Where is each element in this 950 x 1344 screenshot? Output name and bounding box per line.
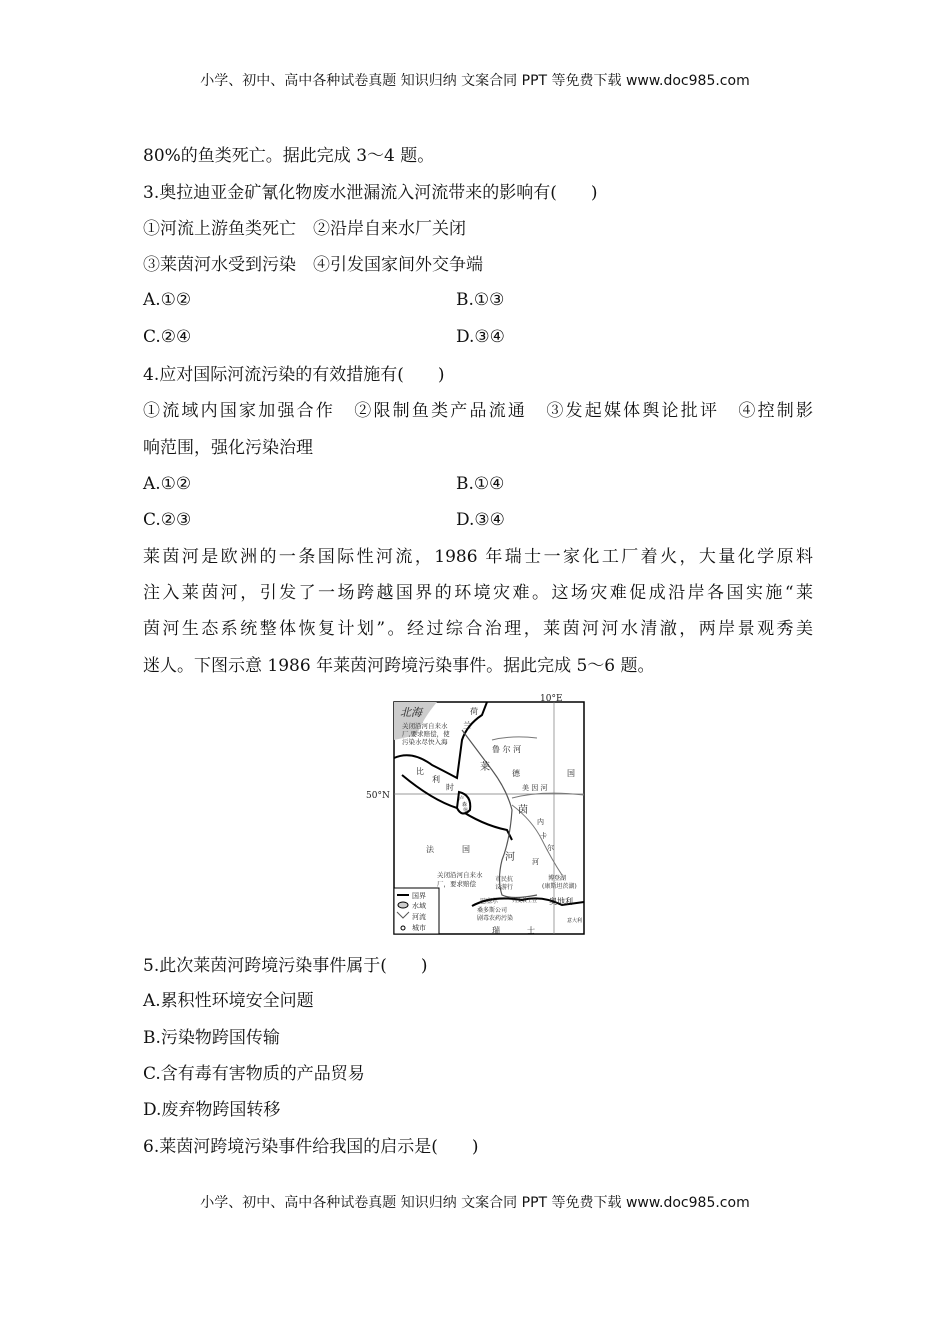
q3-option-a: A.①② — [143, 290, 192, 310]
q4-option-c: C.②③ — [143, 510, 192, 530]
map-label: 卢 — [459, 796, 465, 802]
map-label: 瑞 — [492, 926, 500, 935]
question-4: 4.应对国际河流污染的有效措施有( ) — [143, 365, 445, 385]
map-label: 列支敦士登 — [512, 898, 538, 904]
map-label: 荷 — [470, 707, 478, 716]
map-label: 北海 — [400, 706, 422, 719]
q4-statements-1: ①流域内国家加强合作 ②限制鱼类产品流通 ③发起媒体舆论批评 ④控制影 — [143, 401, 813, 421]
map-label: 兰 — [463, 721, 471, 730]
rhine-pollution-map — [362, 690, 587, 938]
map-label: 内 — [537, 818, 544, 826]
map-label: 奥地利 — [549, 897, 573, 906]
question-6: 6.莱茵河跨境污染事件给我国的启示是( ) — [143, 1137, 479, 1157]
map-label: 尔 — [547, 844, 554, 852]
q5-option-a: A.累积性环境安全问题 — [143, 991, 314, 1011]
question-5: 5.此次莱茵河跨境污染事件属于( ) — [143, 956, 428, 976]
q3-option-c: C.②④ — [143, 327, 192, 347]
map-label: (康斯坦茨湖) — [542, 883, 577, 890]
map-label: 市民抗 — [495, 876, 514, 883]
paragraph-line: 80%的鱼类死亡。据此完成 3～4 题。 — [143, 146, 435, 166]
q3-option-b: B.①③ — [456, 290, 505, 310]
map-label: 河 — [532, 858, 539, 866]
map-label: 意大利 — [567, 918, 583, 924]
map-label: 鲁 尔 河 — [492, 745, 522, 754]
map-label: 城市 — [412, 924, 426, 932]
map-label: 厂,要求赔偿，使 — [402, 730, 450, 738]
map-label: 水域 — [412, 902, 426, 910]
q4-option-d: D.③④ — [456, 510, 505, 530]
q3-option-d: D.③④ — [456, 327, 505, 347]
map-label: 卡 — [540, 832, 547, 840]
map-label: 博登湖 — [548, 875, 567, 882]
map-label: 时 — [446, 783, 454, 792]
q5-option-c: C.含有毒有害物质的产品贸易 — [143, 1064, 365, 1084]
map-label: 国 — [462, 845, 470, 854]
question-3: 3.奥拉迪亚金矿氰化物废水泄漏流入河流带来的影响有( ) — [143, 183, 598, 203]
passage-line: 注入莱茵河，引发了一场跨越国界的环境灾难。这场灾难促成沿岸各国实施“莱 — [143, 583, 813, 603]
passage-line: 莱茵河是欧洲的一条国际性河流，1986 年瑞士一家化工厂着火，大量化学原料 — [143, 547, 813, 567]
map-label: 关闭沿河自来水 — [437, 871, 483, 879]
map-label: 桑多斯公司 — [477, 907, 508, 914]
map-label: 士 — [527, 926, 535, 935]
passage-line: 茵河生态系统整体恢复计划”。经过综合治理，莱茵河河水清澈，两岸景观秀美 — [143, 619, 813, 639]
map-label: 10°E — [540, 694, 563, 704]
map-label: 莱 — [480, 762, 490, 773]
map-label: 国界 — [412, 892, 426, 900]
map-label: 河流 — [412, 913, 426, 921]
map-label: 厂，要求赔偿 — [437, 880, 476, 888]
map-label: 德 — [512, 769, 520, 778]
page-header: 小学、初中、高中各种试卷真题 知识归纳 文案合同 PPT 等免费下载 www.doc985.com — [200, 73, 750, 89]
map-label: 国 — [567, 769, 575, 778]
map-label: 巴塞尔 — [480, 898, 499, 905]
q5-option-d: D.废弃物跨国转移 — [143, 1100, 281, 1120]
map-label: 茵 — [518, 805, 528, 816]
q4-option-a: A.①② — [143, 474, 192, 494]
q4-option-b: B.①④ — [456, 474, 505, 494]
map-label: 森 — [462, 802, 468, 808]
map-label: 关闭沿河自来水 — [402, 722, 448, 730]
map-label: 污染水尽快入海 — [402, 738, 448, 746]
passage-line: 迷人。下图示意 1986 年莱茵河跨境污染事件。据此完成 5～6 题。 — [143, 656, 655, 676]
map-label: 议游行 — [495, 884, 514, 891]
map-label: 利 — [432, 775, 440, 784]
q4-statements-2: 响范围，强化污染治理 — [143, 438, 313, 458]
map-label: 比 — [416, 767, 424, 776]
q3-statements-1: ①河流上游鱼类死亡 ②沿岸自来水厂关闭 — [143, 219, 466, 239]
map-label: 剧毒农药污染 — [477, 915, 514, 922]
q5-option-b: B.污染物跨国传输 — [143, 1028, 280, 1048]
page-footer: 小学、初中、高中各种试卷真题 知识归纳 文案合同 PPT 等免费下载 www.doc985.com — [200, 1195, 750, 1211]
map-label: 美 因 河 — [522, 784, 548, 792]
map-label: 50°N — [366, 791, 390, 801]
q3-statements-2: ③莱茵河水受到污染 ④引发国家间外交争端 — [143, 255, 483, 275]
map-label: 堡 — [463, 808, 469, 814]
map-label: 河 — [505, 852, 515, 863]
map-legend — [394, 888, 439, 934]
map-label: 法 — [426, 845, 434, 854]
